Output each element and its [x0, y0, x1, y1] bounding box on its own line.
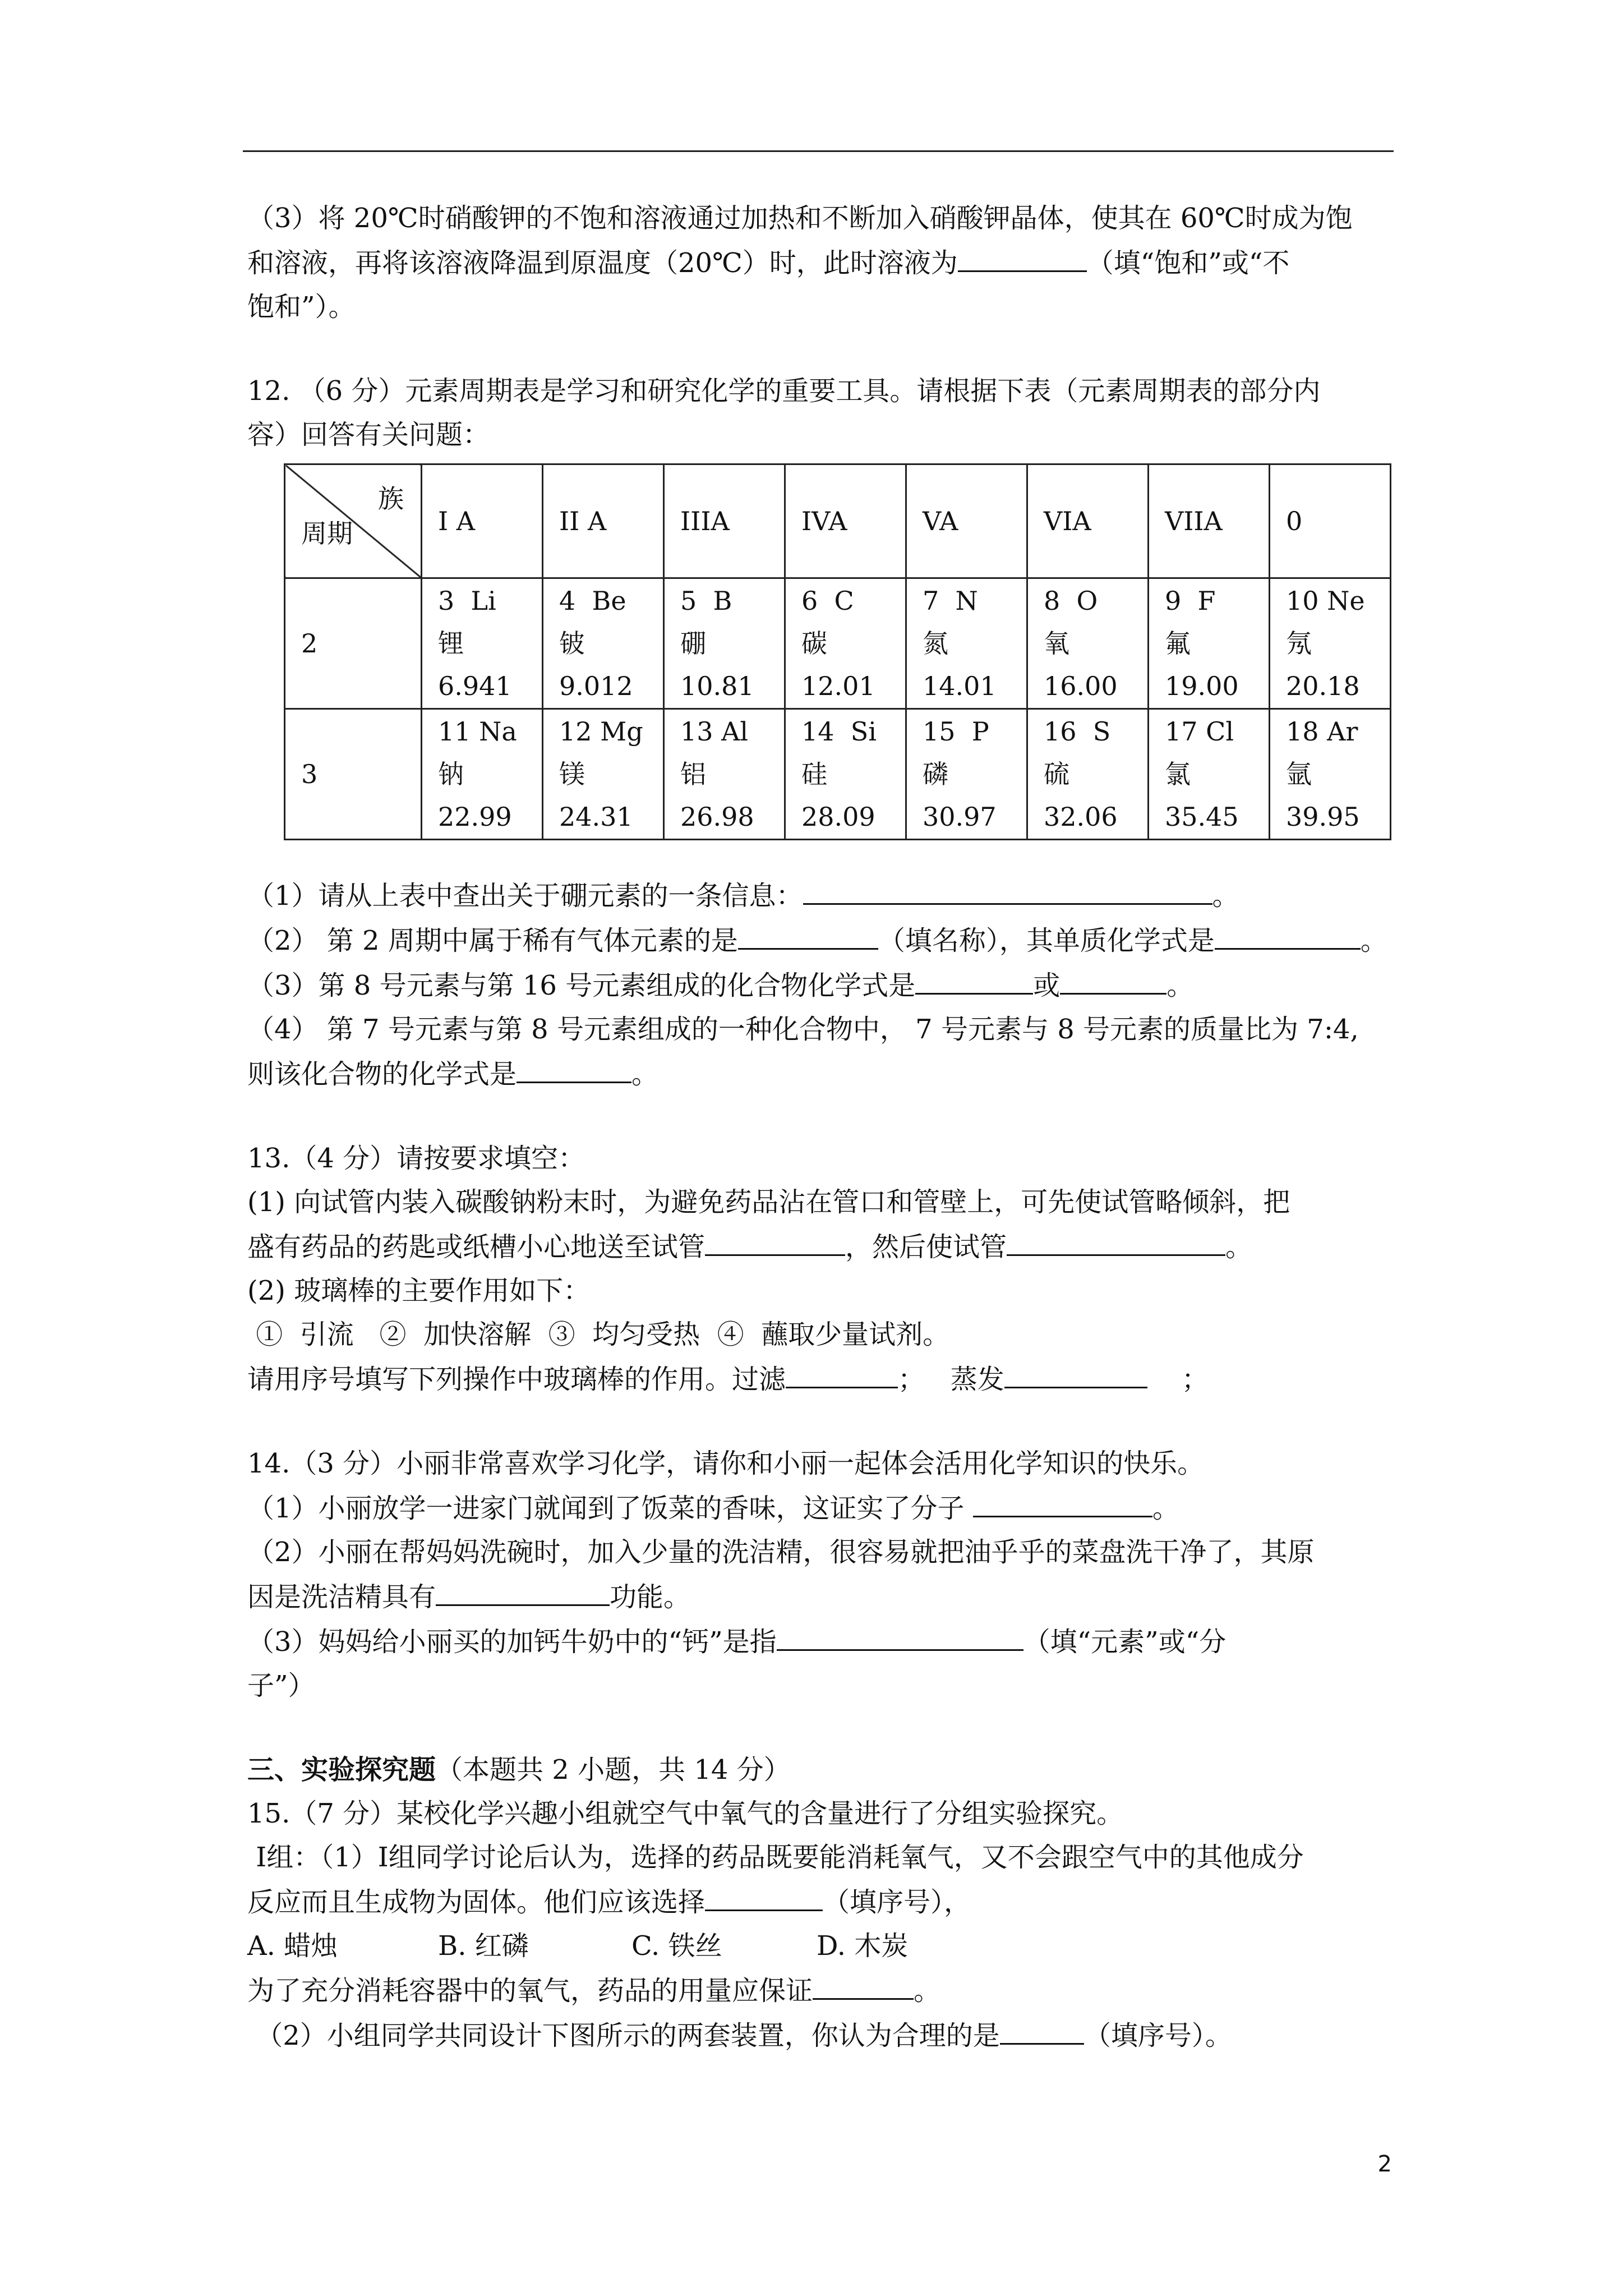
element-cell	[664, 709, 785, 840]
element-name: 氯	[1165, 759, 1191, 789]
element-mass: 9.012	[559, 671, 633, 701]
answer-blank	[1007, 1224, 1225, 1256]
element-mass: 12.01	[801, 671, 875, 701]
periodic-table	[284, 463, 1391, 840]
element-name: 氮	[923, 628, 948, 659]
q13-text: 。	[1225, 1231, 1253, 1263]
answer-blank	[1000, 2013, 1084, 2045]
corner-period-label: 周期	[301, 518, 353, 549]
element-name: 钠	[438, 759, 464, 789]
q12-sub4: （4） 第 7 号元素与第 8 号元素组成的一种化合物中， 7 号元素与 8 号元素的质量比为 7:4,	[247, 1014, 1359, 1045]
element-cell	[906, 709, 1027, 840]
q14-text: 功能。	[610, 1581, 691, 1613]
element-symbol: 3 Li	[438, 586, 496, 616]
q13-options: ① 引流 ② 加快溶解 ③ 均匀受热 ④ 蘸取少量试剂。	[247, 1319, 950, 1350]
q13-text: ，然后使试管	[845, 1231, 1007, 1263]
answer-blank	[705, 1224, 845, 1256]
q14-text: （填“元素”或“分	[1023, 1626, 1227, 1658]
q15-text: （填序号）。	[1083, 2020, 1232, 2051]
element-symbol: 5 B	[680, 586, 732, 616]
element-cell	[1027, 578, 1149, 709]
answer-blank	[517, 1051, 631, 1083]
element-symbol: 10 Ne	[1286, 586, 1365, 616]
q13-text: ； 蒸发	[898, 1364, 1004, 1395]
option-a: A. 蜡烛	[247, 1930, 338, 1962]
section-title-rest: （本题共 2 小题，共 14 分）	[436, 1754, 791, 1786]
element-mass: 10.81	[680, 671, 754, 701]
option-c: C. 铁丝	[631, 1930, 722, 1962]
q11-3-line2	[247, 240, 1397, 285]
q11-3-text: 和溶液，再将该溶液降温到原温度（20℃）时，此时溶液为	[247, 247, 958, 279]
page-number: 2	[1377, 2151, 1392, 2177]
header-rule	[243, 150, 1394, 152]
answer-blank	[786, 1356, 898, 1388]
q14-text: （1）小丽放学一进家门就闻到了饭菜的香味，这证实了分子	[247, 1493, 973, 1524]
element-cell	[785, 709, 906, 840]
q14-title: 14.（3 分）小丽非常喜欢学习化学，请你和小丽一起体会活用化学知识的快乐。	[247, 1448, 1205, 1479]
element-symbol: 13 Al	[680, 716, 749, 747]
q12-text: 。	[1166, 970, 1194, 1001]
group-header: VIIA	[1149, 464, 1270, 578]
element-mass: 32.06	[1044, 802, 1118, 832]
element-symbol: 12 Mg	[559, 716, 643, 747]
q12-text: 。	[1212, 880, 1239, 912]
q13-sub2: (2) 玻璃棒的主要作用如下：	[247, 1275, 591, 1306]
q14-text: 因是洗洁精具有	[247, 1581, 436, 1613]
group-header: VIA	[1027, 464, 1149, 578]
answer-blank	[1215, 918, 1361, 950]
answer-blank	[813, 1968, 914, 2000]
element-name: 氖	[1286, 628, 1312, 659]
q15-group1-sub2	[247, 2013, 1397, 2058]
element-name: 铝	[680, 759, 706, 789]
element-symbol: 6 C	[801, 586, 854, 616]
element-cell	[664, 578, 785, 709]
q15-group1-amount	[247, 1968, 1397, 2013]
corner-group-label: 族	[378, 484, 404, 514]
element-mass: 28.09	[801, 802, 875, 832]
q12-intro: 容）回答有关问题：	[247, 419, 490, 450]
element-symbol: 7 N	[923, 586, 978, 616]
element-symbol: 17 Cl	[1165, 716, 1234, 747]
q15-group1: Ⅰ组：（1）Ⅰ组同学讨论后认为，选择的药品既要能消耗氧气，又不会跟空气中的其他成分	[247, 1842, 1304, 1873]
element-mass: 26.98	[680, 802, 754, 832]
element-cell	[906, 578, 1027, 709]
element-name: 硫	[1044, 759, 1069, 789]
answer-blank	[777, 1619, 1023, 1651]
element-mass: 14.01	[923, 671, 997, 701]
element-name: 镁	[559, 759, 585, 789]
element-symbol: 18 Ar	[1286, 716, 1358, 747]
element-name: 铍	[559, 628, 585, 659]
element-cell	[1270, 709, 1391, 840]
element-cell	[1027, 709, 1149, 840]
element-mass: 6.941	[438, 671, 512, 701]
q12-sub3	[247, 963, 1397, 1007]
element-mass: 22.99	[438, 802, 512, 832]
element-cell	[422, 578, 543, 709]
q12-text: （3）第 8 号元素与第 16 号元素组成的化合物化学式是	[247, 970, 916, 1001]
element-name: 磷	[923, 759, 948, 789]
element-name: 碳	[801, 628, 827, 659]
element-mass: 20.18	[1286, 671, 1360, 701]
element-mass: 39.95	[1286, 802, 1360, 832]
element-name: 氧	[1044, 628, 1069, 659]
answer-blank	[973, 1485, 1152, 1517]
element-cell	[1149, 709, 1270, 840]
q15-text: 反应而且生成物为固体。他们应该选择	[247, 1887, 706, 1918]
q12-text: 。	[1360, 925, 1387, 956]
q12-intro: 12. （6 分）元素周期表是学习和研究化学的重要工具。请根据下表（元素周期表的部分内	[247, 375, 1321, 407]
q12-text: （2） 第 2 周期中属于稀有气体元素的是	[247, 925, 738, 956]
element-name: 锂	[438, 628, 464, 659]
group-header: IVA	[785, 464, 906, 578]
answer-blank	[803, 881, 1212, 905]
q12-text: 则该化合物的化学式是	[247, 1059, 517, 1090]
answer-blank	[1060, 963, 1166, 995]
group-header: II A	[543, 464, 664, 578]
table-row	[285, 709, 1391, 840]
q14-sub3	[247, 1619, 1397, 1664]
answer-blank	[1004, 1356, 1147, 1388]
answer-blank	[705, 1879, 823, 1911]
q13-text: 请用序号填写下列操作中玻璃棒的作用。过滤	[247, 1364, 786, 1395]
q13-text: ；	[1147, 1364, 1209, 1395]
q15-group1-cont	[247, 1879, 1397, 1924]
q12-text: 或	[1033, 970, 1061, 1001]
section-title	[247, 1748, 1397, 1792]
q13-sub2-question	[247, 1356, 1397, 1401]
q14-text: 。	[1152, 1493, 1179, 1524]
option-b: B. 红磷	[438, 1930, 529, 1962]
element-cell	[422, 709, 543, 840]
q12-sub2	[247, 918, 1397, 963]
q11-3-text: （填“饱和”或“不	[1086, 247, 1290, 279]
element-name: 硅	[801, 759, 827, 789]
q13-sub1-cont	[247, 1224, 1397, 1269]
q15-options	[247, 1924, 1397, 1968]
element-symbol: 4 Be	[559, 586, 626, 616]
page-content	[247, 196, 1397, 2058]
element-symbol: 8 O	[1044, 586, 1098, 616]
element-cell	[785, 578, 906, 709]
element-mass: 19.00	[1165, 671, 1239, 701]
answer-blank	[958, 240, 1087, 272]
section-title-bold: 三、实验探究题	[247, 1754, 436, 1786]
q15-text: 为了充分消耗容器中的氧气，药品的用量应保证	[247, 1975, 813, 2007]
element-cell	[1149, 578, 1270, 709]
group-header: VA	[906, 464, 1027, 578]
q12-sub4-cont	[247, 1051, 1397, 1096]
element-mass: 30.97	[923, 802, 997, 832]
q15-title: 15.（7 分）某校化学兴趣小组就空气中氧气的含量进行了分组实验探究。	[247, 1798, 1124, 1829]
q14-sub2: （2）小丽在帮妈妈洗碗时，加入少量的洗洁精，很容易就把油乎乎的菜盘洗干净了，其原	[247, 1536, 1315, 1568]
q15-text: （2）小组同学共同设计下图所示的两套装置，你认为合理的是	[247, 2020, 1000, 2051]
q14-text: （3）妈妈给小丽买的加钙牛奶中的“钙”是指	[247, 1626, 777, 1658]
q11-3-line1: （3）将 20℃时硝酸钾的不饱和溶液通过加热和不断加入硝酸钾晶体，使其在 60℃时成为饱	[247, 203, 1353, 234]
element-name: 氟	[1165, 628, 1191, 659]
option-d: D. 木炭	[817, 1930, 909, 1962]
q12-sub1	[247, 874, 1397, 918]
element-mass: 24.31	[559, 802, 633, 832]
q13-text: 盛有药品的药匙或纸槽小心地送至试管	[247, 1231, 706, 1263]
answer-blank	[738, 918, 878, 950]
q14-sub2-cont	[247, 1574, 1397, 1619]
table-header-row	[285, 464, 1391, 578]
element-cell	[543, 709, 664, 840]
q15-text: （填序号），	[823, 1887, 971, 1918]
element-mass: 16.00	[1044, 671, 1118, 701]
answer-blank	[915, 963, 1033, 995]
group-header: I A	[422, 464, 543, 578]
q13-title: 13.（4 分）请按要求填空：	[247, 1143, 585, 1174]
element-symbol: 11 Na	[438, 716, 517, 747]
q12-text: （1）请从上表中查出关于硼元素的一条信息：	[247, 880, 803, 912]
group-header: IIIA	[664, 464, 785, 578]
element-symbol: 15 P	[923, 716, 989, 747]
q11-3-line3: 饱和”）。	[247, 291, 356, 323]
q13-sub1: (1) 向试管内装入碳酸钠粉末时，为避免药品沾在管口和管壁上，可先使试管略倾斜，把	[247, 1186, 1290, 1218]
q14-sub1	[247, 1485, 1397, 1530]
element-name: 硼	[680, 628, 706, 659]
element-name: 氩	[1286, 759, 1312, 789]
element-symbol: 9 F	[1165, 586, 1216, 616]
element-cell	[1270, 578, 1391, 709]
table-corner-cell	[285, 464, 422, 578]
q14-sub3-cont: 子”）	[247, 1670, 315, 1701]
period-label: 2	[285, 578, 422, 709]
element-symbol: 16 S	[1044, 716, 1111, 747]
element-mass: 35.45	[1165, 802, 1239, 832]
group-header: 0	[1270, 464, 1391, 578]
table-row	[285, 578, 1391, 709]
answer-blank	[436, 1574, 610, 1606]
period-label: 3	[285, 709, 422, 840]
q12-text: （填名称），其单质化学式是	[878, 925, 1215, 956]
q12-text: 。	[631, 1059, 659, 1090]
element-cell	[543, 578, 664, 709]
q15-text: 。	[914, 1975, 941, 2007]
element-symbol: 14 Si	[801, 716, 877, 747]
